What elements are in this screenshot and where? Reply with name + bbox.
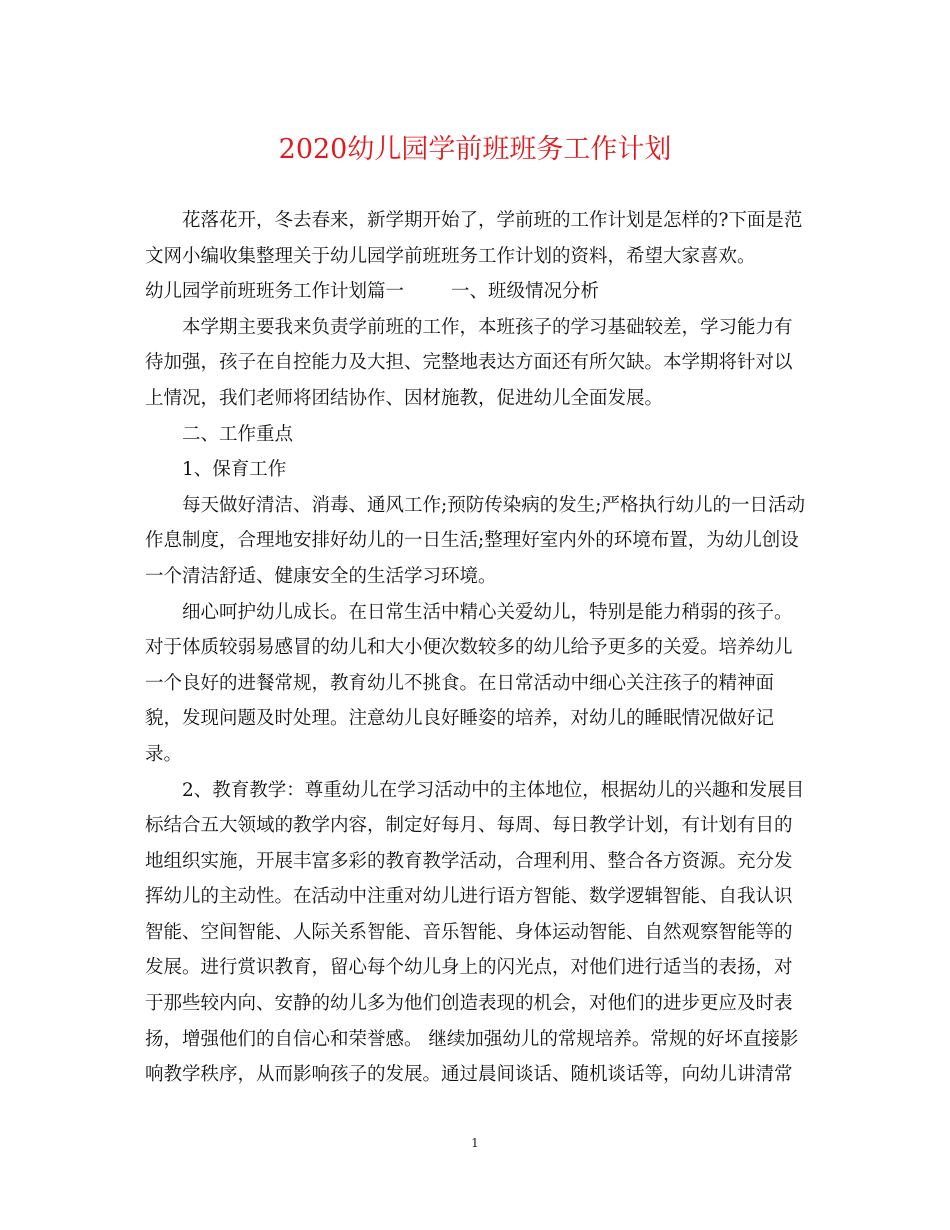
intro-paragraph: 花落花开，冬去春来，新学期开始了，学前班的工作计划是怎样的?下面是范文网小编收集整理关于幼儿园学前班班务工作计划的资料，希望大家喜欢。 bbox=[145, 210, 803, 267]
section-heading-line: 幼儿园学前班班务工作计划篇一 一、班级情况分析 bbox=[145, 281, 600, 303]
page-number: 1 bbox=[471, 1136, 479, 1150]
care-work-paragraph: 每天做好清洁、消毒、通风工作;预防传染病的发生;严格执行幼儿的一日活动作息制度，合理地安排好幼儿的一日生活;整理好室内外的环境布置，为幼儿创设一个清洁舒适、健康安全的生活学习环境。 bbox=[145, 494, 805, 587]
teaching-paragraph: 2、教育教学：尊重幼儿在学习活动中的主体地位，根据幼儿的兴趣和发展目标结合五大领域的教学内容，制定好每月、每周、每日教学计划，有计划有目的地组织实施，开展丰富多彩的教育教学活动，合理利用、整合各方资源。充分发挥幼儿的主动性。在活动中注重对幼儿进行语方智能、数学逻辑智能、自我认识智能、空间智能、人际关系智能、音乐智能、身体运动智能、自然观察智能等的发展。进行赏识教育，留心每个幼儿身上的闪光点，对他们进行适当的表扬，对于那些较内向、安静的幼儿多为他们创造表现的机会，对他们的进步更应及时表扬，增强他们的自信心和荣誉感。 继续加强幼儿的常规培养。常规的好坏直接影响教学秩序，从而影响孩子的发展。通过晨间谈话、随机谈话等，向幼儿讲清常 bbox=[145, 779, 805, 1086]
care-detail-paragraph: 细心呵护幼儿成长。在日常生活中精心关爱幼儿，特别是能力稍弱的孩子。对于体质较弱易感冒的幼儿和大小便次数较多的幼儿给予更多的关爱。培养幼儿一个良好的进餐常规，教育幼儿不挑食。在日常活动中细心关注孩子的精神面貌，发现问题及时处理。注意幼儿良好睡姿的培养，对幼儿的睡眠情况做好记录。 bbox=[145, 601, 793, 765]
work-focus-heading: 二、工作重点 bbox=[182, 423, 294, 445]
document-title: 2020幼儿园学前班班务工作计划 bbox=[278, 134, 672, 165]
care-work-heading: 1、保育工作 bbox=[182, 459, 287, 481]
class-situation-paragraph: 本学期主要我来负责学前班的工作，本班孩子的学习基础较差，学习能力有待加强，孩子在自控能力及大担、完整地表达方面还有所欠缺。本学期将针对以上情况，我们老师将团结协作、因材施教，促进幼儿全面发展。 bbox=[145, 316, 793, 409]
document-body bbox=[145, 203, 807, 1093]
